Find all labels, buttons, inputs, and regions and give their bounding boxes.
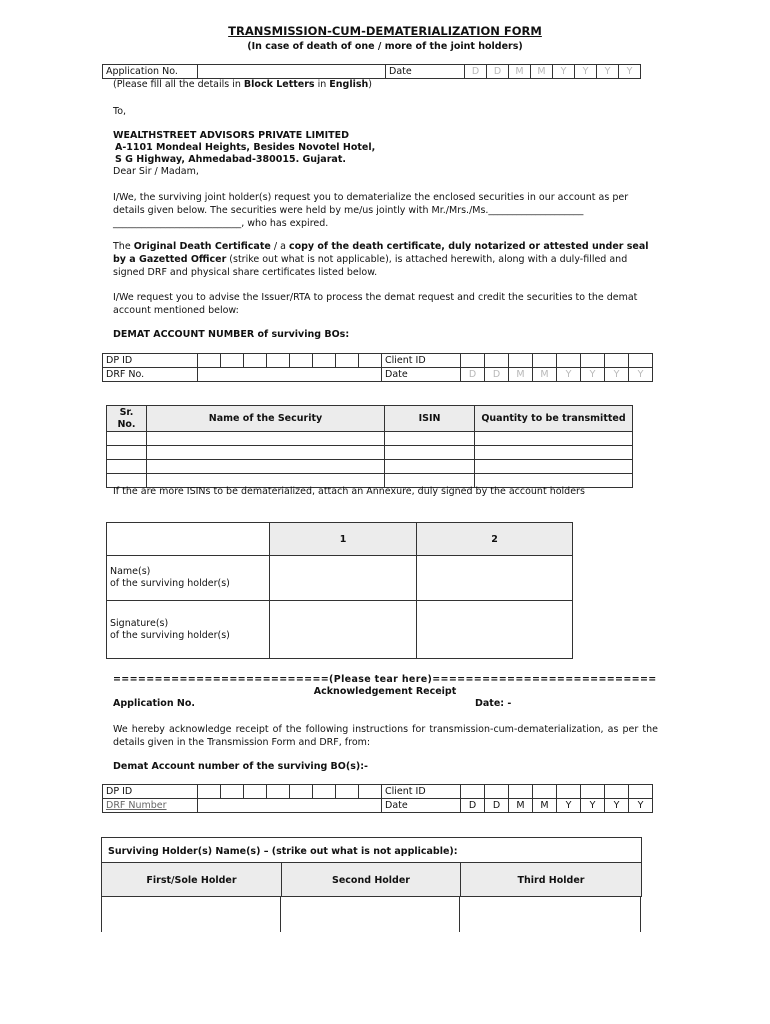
client-id-box[interactable] (461, 785, 485, 799)
date-box[interactable]: M (509, 65, 531, 79)
date-box[interactable]: Y (619, 65, 641, 79)
client-id-box[interactable] (581, 354, 605, 368)
client-id-box[interactable] (485, 785, 509, 799)
form-subtitle: (In case of death of one / more of the joint holders) (247, 41, 523, 52)
drf-no-label: DRF No. (103, 368, 198, 382)
table-row (107, 432, 633, 446)
advise-paragraph: I/We request you to advise the Issuer/RTA to process the demat request and credit the securities to the demat account mentioned below: (113, 292, 638, 316)
client-id-box[interactable] (605, 354, 629, 368)
date-box[interactable]: Y (581, 799, 605, 813)
client-id-label: Client ID (382, 785, 461, 799)
date-box[interactable]: D (461, 368, 485, 382)
table-cell[interactable] (385, 460, 475, 474)
third-holder-header: Third Holder (517, 875, 585, 886)
holders-corner-cell (107, 523, 270, 556)
date-box[interactable]: M (533, 368, 557, 382)
client-id-box[interactable] (533, 785, 557, 799)
table-row (107, 460, 633, 474)
date-box[interactable]: Y (629, 368, 653, 382)
date-box[interactable]: Y (553, 65, 575, 79)
date-box[interactable]: M (531, 65, 553, 79)
table-cell[interactable] (385, 446, 475, 460)
surviving-holders-heading: Surviving Holder(s) Name(s) – (strike out what is not applicable): (108, 846, 458, 857)
quantity-header: Quantity to be transmitted (475, 406, 633, 432)
dp-id-box[interactable] (267, 785, 290, 799)
holder-1-signature-field[interactable] (270, 601, 417, 659)
client-id-box[interactable] (605, 785, 629, 799)
client-id-box[interactable] (557, 785, 581, 799)
dp-id-box[interactable] (359, 354, 382, 368)
date-box[interactable]: Y (557, 368, 581, 382)
table-right-border (640, 896, 641, 932)
table-cell[interactable] (475, 446, 633, 460)
date-label: Date (386, 65, 465, 79)
table-cell[interactable] (147, 460, 385, 474)
date-box[interactable]: Y (575, 65, 597, 79)
date-box[interactable]: Y (581, 368, 605, 382)
block-letters-instruction: (Please fill all the details in Block Letters in English) (113, 79, 372, 90)
date-label: Date (382, 799, 461, 813)
date-box[interactable]: D (485, 368, 509, 382)
address-line-1: WEALTHSTREET ADVISORS PRIVATE LIMITED (113, 130, 349, 141)
client-id-box[interactable] (485, 354, 509, 368)
holder-1-name-field[interactable] (270, 556, 417, 601)
ack-demat-account-table (102, 784, 653, 813)
date-box[interactable]: Y (557, 799, 581, 813)
table-cell[interactable] (107, 446, 147, 460)
security-name-header: Name of the Security (147, 406, 385, 432)
dp-id-box[interactable] (244, 354, 267, 368)
client-id-box[interactable] (509, 785, 533, 799)
isin-header: ISIN (385, 406, 475, 432)
application-row (102, 64, 641, 79)
table-cell[interactable] (147, 432, 385, 446)
dp-id-box[interactable] (336, 354, 359, 368)
application-no-input[interactable] (198, 65, 386, 79)
table-cell[interactable] (475, 432, 633, 446)
dp-id-box[interactable] (313, 354, 336, 368)
date-box[interactable]: M (509, 799, 533, 813)
date-label: Date (382, 368, 461, 382)
client-id-box[interactable] (509, 354, 533, 368)
table-row (107, 446, 633, 460)
dp-id-box[interactable] (290, 354, 313, 368)
date-box[interactable]: D (487, 65, 509, 79)
client-id-label: Client ID (382, 354, 461, 368)
holder-2-signature-field[interactable] (417, 601, 573, 659)
acknowledgement-receipt-title: Acknowledgement Receipt (313, 686, 457, 697)
form-title: TRANSMISSION-CUM-DEMATERIALIZATION FORM (228, 24, 542, 38)
holders-table (106, 522, 573, 659)
second-holder-header: Second Holder (332, 875, 410, 886)
ack-paragraph: We hereby acknowledge receipt of the following instructions for transmission-cum-dematerialization, as per the details given in the Transmission Form and DRF, from: (113, 724, 658, 748)
date-box[interactable]: Y (629, 799, 653, 813)
third-holder-field-border (459, 896, 460, 932)
table-cell[interactable] (385, 432, 475, 446)
first-holder-field-border (101, 896, 102, 932)
date-box[interactable]: Y (605, 368, 629, 382)
date-box[interactable]: D (461, 799, 485, 813)
drf-no-input[interactable] (198, 368, 382, 382)
dp-id-box[interactable] (198, 785, 221, 799)
client-id-box[interactable] (557, 354, 581, 368)
date-box[interactable]: D (485, 799, 509, 813)
client-id-box[interactable] (533, 354, 557, 368)
dp-id-box[interactable] (221, 354, 244, 368)
table-cell[interactable] (107, 460, 147, 474)
sr-no-header: Sr. No. (107, 406, 147, 432)
date-box[interactable]: M (533, 799, 557, 813)
signatures-label: Signature(s) of the surviving holder(s) (107, 601, 270, 659)
client-id-box[interactable] (629, 354, 653, 368)
dp-id-label: DP ID (103, 785, 198, 799)
client-id-box[interactable] (629, 785, 653, 799)
date-box[interactable]: Y (605, 799, 629, 813)
first-holder-header: First/Sole Holder (146, 875, 237, 886)
table-cell[interactable] (475, 460, 633, 474)
drf-number-label: DRF Number (103, 799, 198, 813)
ack-application-label: Application No. (113, 698, 195, 709)
securities-table (106, 405, 633, 488)
date-box[interactable]: Y (597, 65, 619, 79)
demat-heading: DEMAT ACCOUNT NUMBER of surviving BOs: (113, 329, 350, 340)
holder-2-header: 2 (417, 523, 573, 556)
application-no-label: Application No. (103, 65, 198, 79)
annexure-note: If the are more ISINs to be dematerialized, attach an Annexure, duly signed by the account holders (113, 486, 585, 497)
dp-id-box[interactable] (290, 785, 313, 799)
client-id-box[interactable] (581, 785, 605, 799)
second-holder-field-border (280, 896, 281, 932)
client-id-box[interactable] (461, 354, 485, 368)
surviving-holders-heading-box (101, 837, 642, 863)
date-box[interactable]: M (509, 368, 533, 382)
dp-id-box[interactable] (359, 785, 382, 799)
request-paragraph: I/We, the surviving joint holder(s) request you to dematerialize the enclosed securities in our account as per details given below. The securities were held by me/us jointly with Mr./Mrs./Ms.____________________ ___________________________, who has expired. (113, 192, 629, 229)
surviving-holders-header-row (101, 862, 642, 897)
death-certificate-paragraph: The Original Death Certificate / a copy of the death certificate, duly notarized or attested under seal by a Gazetted Officer (strike out what is not applicable), is attached herewith, along with a duly-filled and signed DRF and physical share certificates listed below. (113, 241, 649, 278)
dp-id-box[interactable] (244, 785, 267, 799)
ack-date-label: Date: - (475, 698, 512, 709)
date-box[interactable]: D (465, 65, 487, 79)
dp-id-box[interactable] (336, 785, 359, 799)
tear-line: ==========================(Please tear here)=========================== (113, 674, 657, 685)
salutation: Dear Sir / Madam, (113, 166, 199, 177)
table-cell[interactable] (107, 432, 147, 446)
drf-number-input[interactable] (198, 799, 382, 813)
holder-1-header: 1 (270, 523, 417, 556)
ack-demat-heading: Demat Account number of the surviving BO(s):- (113, 761, 368, 772)
dp-id-box[interactable] (221, 785, 244, 799)
dp-id-box[interactable] (313, 785, 336, 799)
address-line-2: A-1101 Mondeal Heights, Besides Novotel Hotel, (115, 142, 376, 153)
dp-id-box[interactable] (267, 354, 290, 368)
names-label: Name(s) of the surviving holder(s) (107, 556, 270, 601)
dp-id-box[interactable] (198, 354, 221, 368)
demat-account-table (102, 353, 653, 382)
to-line: To, (113, 106, 127, 117)
table-cell[interactable] (147, 446, 385, 460)
holder-2-name-field[interactable] (417, 556, 573, 601)
dp-id-label: DP ID (103, 354, 198, 368)
address-line-3: S G Highway, Ahmedabad-380015. Gujarat. (115, 154, 346, 165)
